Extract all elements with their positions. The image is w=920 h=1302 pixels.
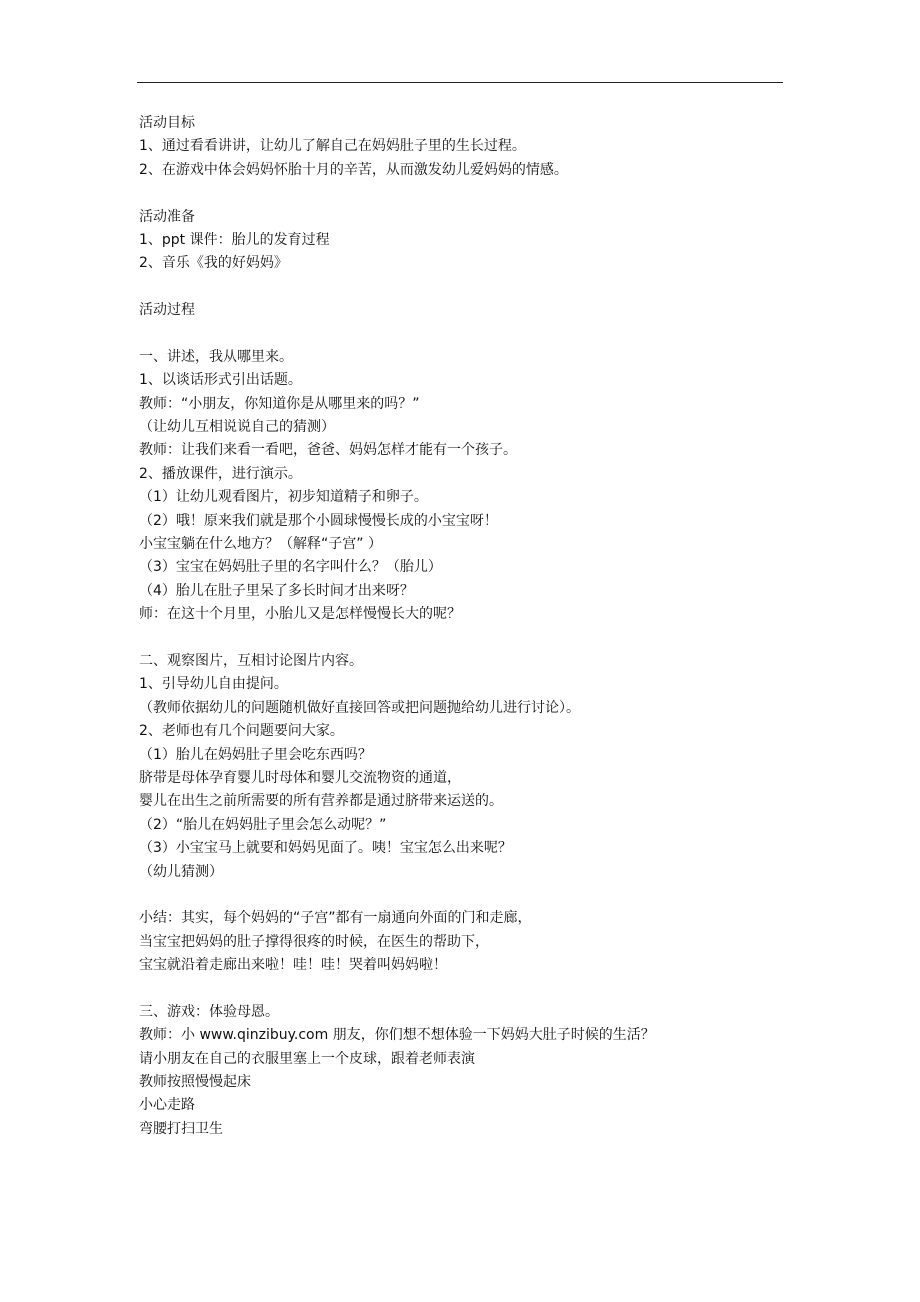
text-line: 1、通过看看讲讲，让幼儿了解自己在妈妈肚子里的生长过程。 [139, 138, 526, 155]
text-line: （3）宝宝在妈妈肚子里的名字叫什么？（胎儿） [139, 559, 442, 576]
text-line: 师：在这十个月里，小胎儿又是怎样慢慢长大的呢？ [139, 606, 461, 623]
blank-line [139, 182, 799, 205]
text-line: 1、ppt 课件：胎儿的发育过程 [139, 231, 330, 248]
text-line: 宝宝就沿着走廊出来啦！哇！哇！哭着叫妈妈啦！ [139, 957, 447, 974]
text-line: 1、以谈话形式引出话题。 [139, 372, 302, 389]
header-rule [137, 82, 783, 83]
text-line: （教师依据幼儿的问题随机做好直接回答或把问题抛给幼儿进行讨论）。 [139, 699, 580, 716]
text-line: （让幼儿互相说说自己的猜测） [139, 419, 335, 436]
text-line: 弯腰打扫卫生 [139, 1120, 223, 1137]
text-line: 活动目标 [139, 115, 195, 131]
text-line: （1）胎儿在妈妈肚子里会吃东西吗？ [139, 746, 372, 763]
blank-line [139, 627, 799, 650]
text-line: 小宝宝躺在什么地方？（解释“子宫” ） [139, 536, 382, 553]
text-line: 教师：“小朋友，你知道你是从哪里来的吗？” [139, 395, 420, 412]
text-line: 请小朋友在自己的衣服里塞上一个皮球，跟着老师表演 [139, 1050, 475, 1067]
text-line: 脐带是母体孕育婴儿时母体和婴儿交流物资的通道， [139, 769, 461, 786]
text-line: 小结：其实，每个妈妈的“子宫”都有一扇通向外面的门和走廊， [139, 910, 532, 927]
text-line: 教师按照慢慢起床 [139, 1074, 251, 1091]
text-line: 教师：让我们来看一看吧，爸爸、妈妈怎样才能有一个孩子。 [139, 442, 517, 459]
blank-line [139, 276, 799, 299]
text-line: 2、播放课件，进行演示。 [139, 465, 302, 482]
text-line: （3）小宝宝马上就要和妈妈见面了。咦！宝宝怎么出来呢？ [139, 840, 512, 857]
text-line: （幼儿猜测） [139, 863, 223, 880]
blank-line [139, 323, 799, 346]
text-line: 2、音乐《我的好妈妈》 [139, 255, 288, 272]
text-line: 2、老师也有几个问题要问大家。 [139, 723, 344, 740]
text-line: 婴儿在出生之前所需要的所有营养都是通过脐带来运送的。 [139, 793, 503, 810]
text-line: （2）哦！原来我们就是那个小圆球慢慢长成的小宝宝呀！ [139, 512, 498, 529]
text-line: 二、观察图片，互相讨论图片内容。 [139, 652, 363, 669]
text-line: （1）让幼儿观看图片，初步知道精子和卵子。 [139, 489, 428, 506]
text-line: 当宝宝把妈妈的肚子撑得很疼的时候，在医生的帮助下， [139, 933, 489, 950]
text-line: 活动准备 [139, 208, 195, 225]
text-line: （4）胎儿在肚子里呆了多长时间才出来呀？ [139, 582, 414, 599]
text-line: 教师：小 www.qinzibuy.com 朋友，你们想不想体验一下妈妈大肚子时候的生活？ [139, 1027, 655, 1044]
text-line: 活动过程 [139, 302, 195, 319]
text-line: 1、引导幼儿自由提问。 [139, 676, 288, 693]
document-body [139, 112, 799, 1141]
blank-line [139, 884, 799, 907]
text-line: 小心走路 [139, 1097, 195, 1114]
blank-line [139, 977, 799, 1000]
text-line: 三、游戏：体验母恩。 [139, 1003, 279, 1020]
text-line: 2、在游戏中体会妈妈怀胎十月的辛苦，从而激发幼儿爱妈妈的情感。 [139, 161, 568, 178]
text-line: 一、讲述，我从哪里来。 [139, 348, 293, 365]
text-line: （2）“胎儿在妈妈肚子里会怎么动呢？” [139, 816, 387, 833]
